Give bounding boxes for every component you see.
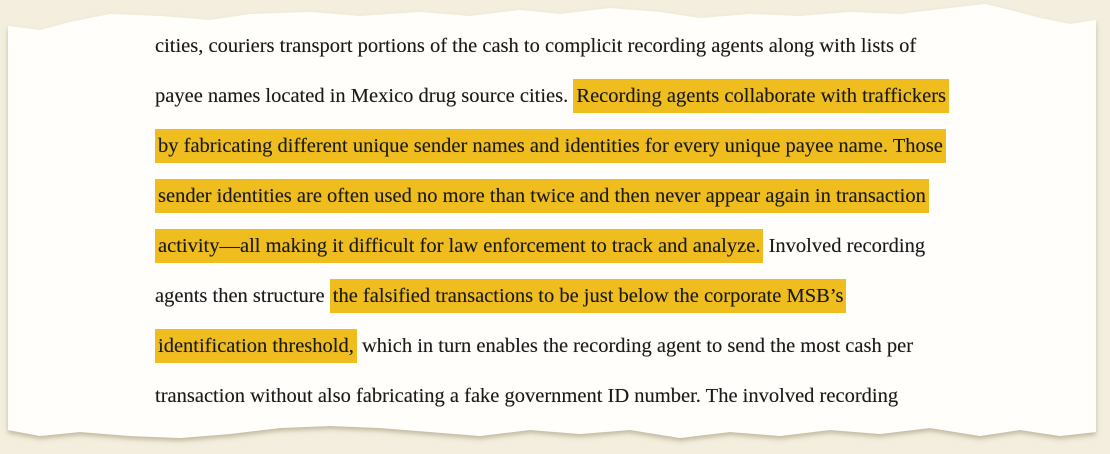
text-line xyxy=(155,71,1055,121)
text-segment: agents then structure xyxy=(155,285,330,307)
highlighted-segment: identification threshold, xyxy=(155,329,357,363)
highlighted-segment: the falsified transactions to be just below the corporate MSB’s xyxy=(330,279,847,313)
text-segment: cities, couriers transport portions of the cash to complicit recording agents along with lists of xyxy=(155,35,917,57)
highlighted-segment: activity—all making it difficult for law enforcement to track and analyze. xyxy=(155,229,763,263)
text-segment: transaction without also fabricating a fake government ID number. The involved recording xyxy=(155,385,899,407)
text-segment: which in turn enables the recording agent to send the most cash per xyxy=(356,335,914,357)
text-segment: payee names located in Mexico drug source cities. xyxy=(155,85,574,107)
text-segment: Involved recording xyxy=(763,235,926,257)
highlighted-segment: Recording agents collaborate with traffickers xyxy=(573,79,949,113)
text-line xyxy=(155,221,1055,271)
text-line xyxy=(155,321,1055,371)
text-line xyxy=(155,21,1055,71)
text-line xyxy=(155,371,1055,421)
text-line xyxy=(155,271,1055,321)
highlighted-segment: by fabricating different unique sender names and identities for every unique payee name. Those xyxy=(155,129,946,163)
text-line xyxy=(155,121,1055,171)
document-text xyxy=(155,21,1055,421)
text-line xyxy=(155,171,1055,221)
highlighted-segment: sender identities are often used no more than twice and then never appear again in transaction xyxy=(155,179,929,213)
